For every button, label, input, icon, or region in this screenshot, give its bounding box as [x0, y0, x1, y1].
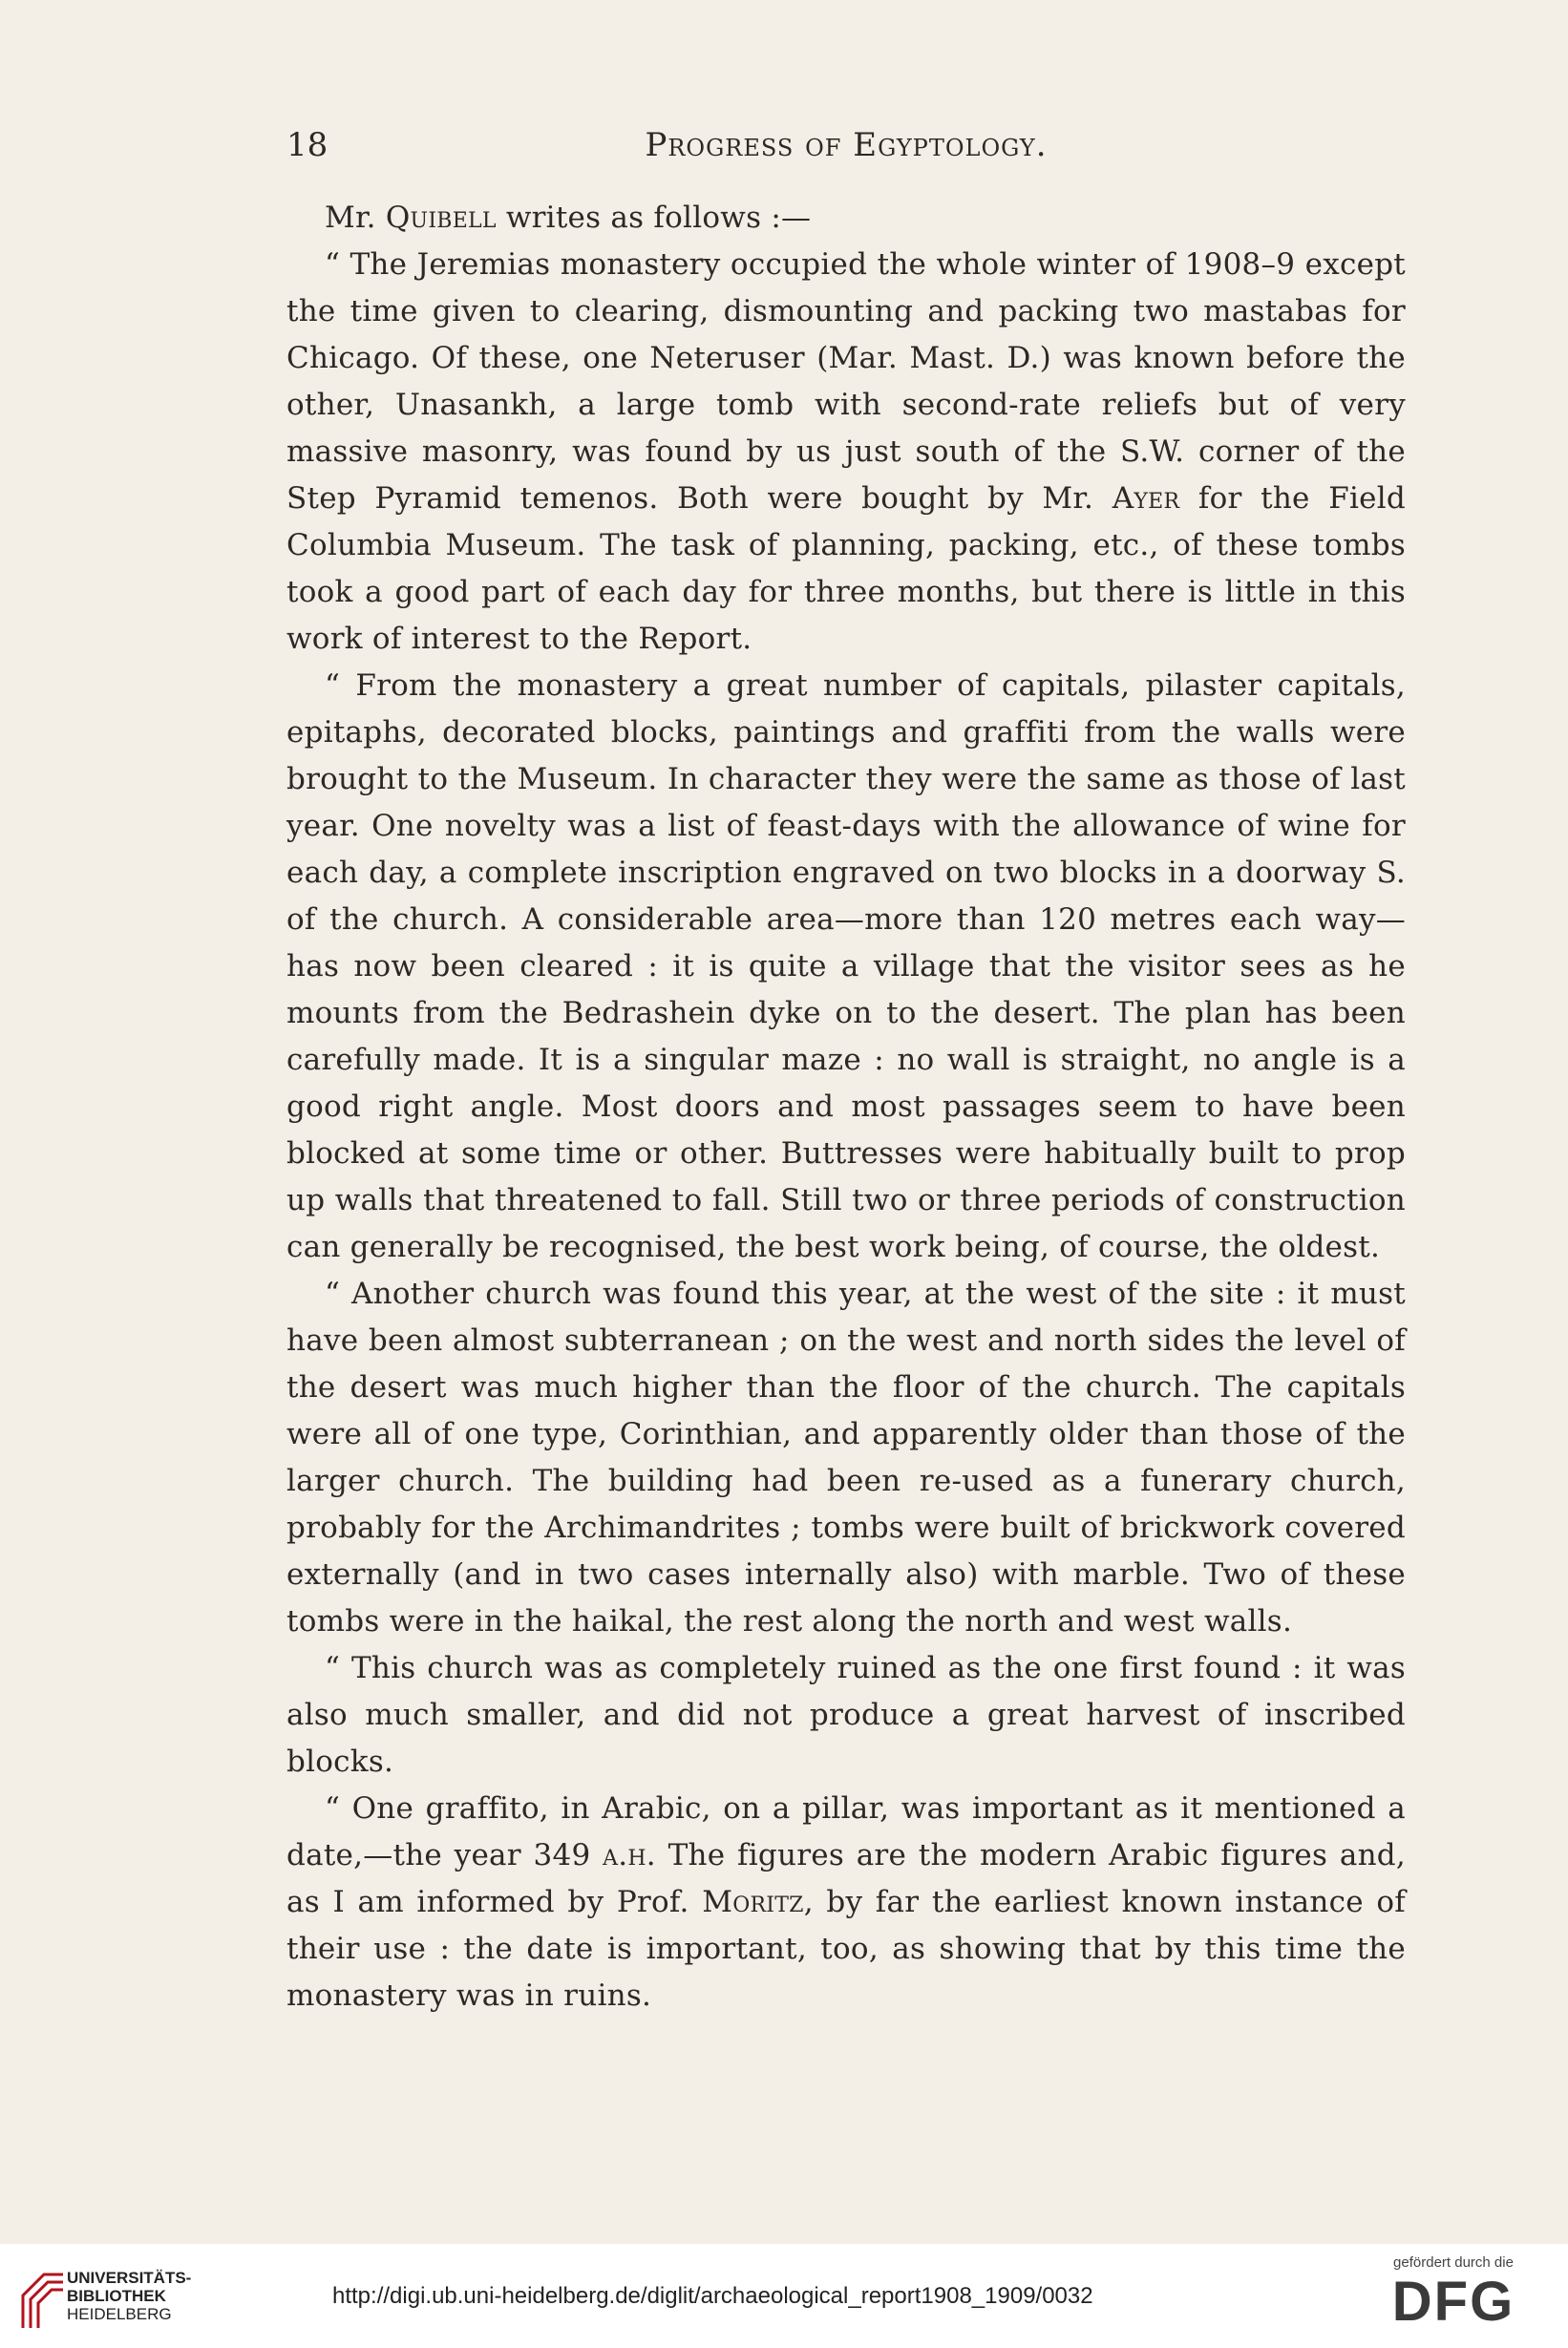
library-name-line-3: HEIDELBERG [67, 2305, 172, 2323]
funder-block [1358, 2253, 1549, 2339]
paragraph-1-prefix: Mr. [325, 201, 386, 235]
paragraph-6-part-b: The figures are the modern Arabic figures and, as I am informed by Prof. [286, 1838, 1406, 1919]
body-text [286, 195, 1406, 2020]
paragraph-3: “ From the monastery a great number of capitals, pilaster capitals, epitaphs, decorated blocks, paintings and graffiti from the walls were brought to the Museum. In character they were the same as those of last year. One novelty was a list of feast-days with the allowance of wine for each day, a complete inscription engraved on two blocks in a doorway S. of the church. A considerable area—more than 120 metres each way—has now been cleared : it is quite a village that the visitor sees as he mounts from the Bedrashein dyke on to the desert. The plan has been carefully made. It is a singular maze : no wall is straight, no angle is a good right angle. Most doors and most passages seem to have been blocked at some time or other. Buttresses were habitually built to prop up walls that threatened to fall. Still two or three periods of construction can generally be recognised, the best work being, of course, the oldest. [286, 668, 1406, 1264]
library-name [67, 2269, 191, 2323]
paragraph-2-part-b: for the Field Columbia Museum. The task of planning, packing, etc., of these tombs took a good part of each day for three months, but there is little in this work of interest to the Report. [286, 481, 1406, 656]
name-moritz: Moritz [702, 1885, 804, 1919]
paragraph-1-rest: writes as follows :— [496, 201, 812, 235]
page-header [286, 126, 1406, 164]
name-ayer: Ayer [1112, 481, 1180, 516]
permalink-url[interactable]: http://digi.ub.uni-heidelberg.de/diglit/archaeological_report1908_1909/0032 [332, 2283, 1093, 2309]
name-quibell: Quibell [385, 201, 497, 235]
library-name-line-2: BIBLIOTHEK [67, 2287, 166, 2305]
paragraph-2-part-a: “ The Jeremias monastery occupied the whole winter of 1908–9 except the time given to clearing, dismounting and packing two mastabas for Chicago. Of these, one Neteruser (Mar. Mast. D.) was known before the other, Unasankh, a large tomb with second-rate reliefs but of very massive masonry, was found by us just south of the S.W. corner of the Step Pyramid temenos. Both were bought by Mr. [286, 247, 1406, 516]
paragraph-2 [286, 242, 1406, 663]
paragraph-1 [286, 195, 1406, 242]
funder-caption: gefördert durch die [1393, 2254, 1514, 2271]
library-name-line-1: UNIVERSITÄTS- [67, 2269, 192, 2287]
abbr-ah: a.h. [603, 1838, 656, 1872]
dfg-logo: DFG [1391, 2271, 1515, 2333]
page-number: 18 [286, 126, 328, 164]
digitization-footer [0, 2244, 1568, 2348]
paragraph-4: “ Another church was found this year, at the west of the site : it must have been almost subterranean ; on the west and north sides the level of the desert was much higher than the floor of the church. The capitals were all of one type, Corinthian, and apparently older than those of the larger church. The building had been re-used as a funerary church, probably for the Archimandrites ; tombs were built of brickwork covered externally (and in two cases internally also) with marble. Two of these tombs were in the haikal, the rest along the north and west walls. [286, 1277, 1406, 1639]
paragraph-6-part-c: , by far the earliest known instance of their use : the date is important, too, as showing that by this time the monastery was in ruins. [286, 1885, 1406, 2013]
paragraph-6 [286, 1786, 1406, 2020]
running-title: Progress of Egyptology. [645, 126, 1048, 164]
paragraph-5: “ This church was as completely ruined as the one first found : it was also much smaller, and did not produce a great harvest of inscribed blocks. [286, 1651, 1406, 1779]
paragraph-6-part-a: “ One graffito, in Arabic, on a pillar, was important as it mentioned a date,—the year 349 [286, 1791, 1406, 1872]
